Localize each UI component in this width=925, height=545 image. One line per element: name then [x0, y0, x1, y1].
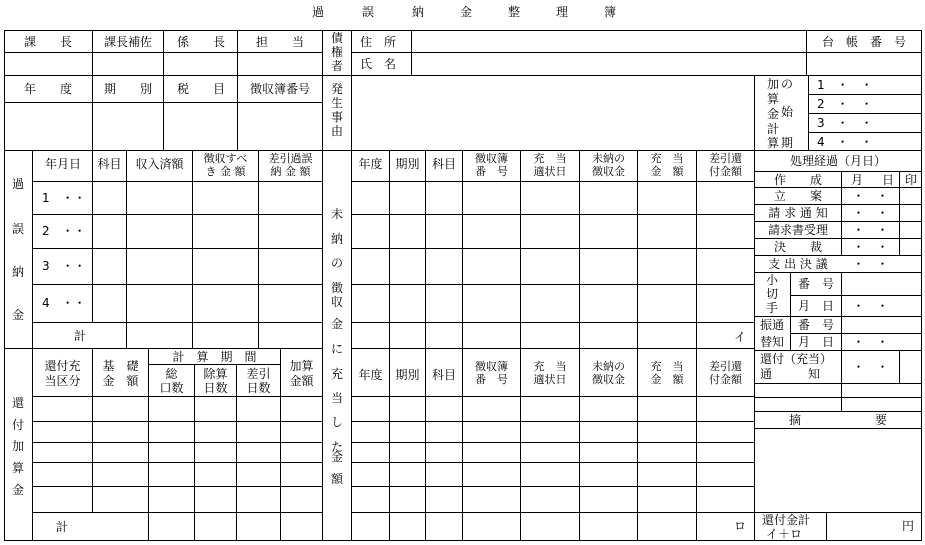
process-item-seikyusho-juri: 請求書受理	[767, 223, 828, 237]
mino-header-nendo: 年度	[358, 157, 383, 171]
mino2-header-ju-1: 充 当	[533, 360, 567, 373]
kago-row-4: 4 ・・	[42, 296, 86, 310]
kanpu-label-2: 付	[12, 418, 25, 432]
header-nendo: 年 度	[23, 82, 72, 96]
kanpu-tsuchi-dots: ・ ・	[852, 360, 889, 374]
title-char-5: 整	[508, 5, 521, 19]
grand-total-line-2: イ＋ロ	[766, 527, 803, 541]
kanpu-total: 計	[56, 520, 69, 534]
kogitte-label-3: 手	[766, 301, 779, 315]
kanpu-header-so-2: 口数	[159, 381, 184, 395]
mino2-header-mi-1: 未納の	[592, 360, 625, 373]
grand-total-line-1: 還付金計	[762, 513, 811, 527]
process-col-month: 月	[851, 173, 864, 187]
furikae-gappi: 月 日	[797, 335, 834, 349]
cause-label-2: 生	[331, 96, 344, 110]
mino2-header-kamoku: 科目	[431, 368, 456, 382]
kanpu-header-period: 計 算 期 間	[172, 350, 257, 364]
kago-label-1: 過	[12, 177, 25, 191]
process-item-seikyu-tsuchi: 請 求 通 知	[768, 206, 828, 220]
kasan-label-5: 算	[767, 136, 780, 150]
kago-header-sashihiki-2: 納 金 額	[270, 165, 311, 178]
mino-header-ja-2: 金 額	[650, 165, 684, 178]
header-zeimoku: 税 目	[176, 82, 225, 96]
kanpu-header-sa-2: 日数	[246, 381, 271, 395]
kanpu-label-5: 金	[12, 483, 25, 497]
label-address: 住 所	[360, 35, 397, 49]
kasan-date-3: 3 ・ ・	[817, 116, 873, 130]
kago-header-kamoku: 科目	[97, 157, 122, 171]
label-ledger-number: 台 帳 番 号	[821, 35, 906, 49]
mino-label-10: し	[331, 415, 344, 429]
mino2-header-bo-2: 番 号	[475, 373, 508, 386]
kanpu-header-jo-1: 除算	[203, 367, 228, 381]
mino2-header-bo-1: 徴収簿	[475, 360, 508, 373]
kogitte-label-2: 切	[766, 287, 779, 301]
furikae-dots: ・ ・	[852, 335, 889, 349]
process-item-kessai: 決 裁	[773, 240, 822, 254]
kago-row-1: 1 ・・	[42, 191, 86, 205]
mino2-header-ja-1: 充 当	[650, 360, 684, 373]
kanpu-header-ku-2: 当区分	[44, 374, 81, 388]
kago-header-choshu-2: き 金 額	[205, 165, 246, 178]
mino-label-8: 充	[331, 367, 344, 381]
creditor-label-3: 者	[331, 59, 344, 73]
creditor-label-1: 債	[331, 31, 344, 45]
kasan-label-4: 計	[767, 122, 780, 136]
kanpu-header-ki-2: 金 額	[102, 374, 139, 388]
kanpu-header-sa-1: 差引	[246, 367, 271, 381]
kago-label-2: 誤	[12, 222, 25, 236]
kanpu-tsuchi-a: 還付（充当）	[760, 352, 833, 366]
mino2-header-ju-2: 適状日	[533, 373, 567, 386]
mino-label-3: の	[331, 256, 344, 270]
kago-label-4: 金	[12, 308, 25, 322]
kanpu-header-so-1: 総	[165, 367, 178, 381]
process-dots-4: ・ ・	[852, 240, 889, 254]
kogitte-dots: ・ ・	[852, 299, 889, 313]
mark-ro: ロ	[734, 519, 747, 533]
kago-row-2: 2 ・・	[42, 224, 86, 238]
tekiyo-label: 摘	[789, 413, 802, 427]
mino-label-12: 金	[331, 450, 344, 464]
mino-header-ja-1: 充 当	[650, 152, 684, 165]
kago-total: 計	[74, 329, 87, 343]
header-kacho-hosa: 課長補佐	[103, 35, 152, 49]
process-dots-3: ・ ・	[852, 223, 889, 237]
process-col-work: 作 成	[773, 173, 822, 187]
mino-header-kamoku: 科目	[431, 157, 456, 171]
header-kacho: 課 長	[23, 35, 72, 49]
mino2-header-mi-2: 徴収金	[592, 373, 625, 386]
mino-header-kibetsu: 期別	[395, 157, 420, 171]
process-col-day: 日	[882, 173, 895, 187]
mino-header-sa-2: 付金額	[709, 165, 742, 178]
kanpu-tsuchi-b: 通 知	[760, 367, 821, 381]
kasan-label2-3: 期	[781, 136, 794, 150]
kanpu-header-ku-1: 還付充	[44, 359, 81, 373]
title-char-7: 簿	[604, 5, 617, 19]
kago-header-choshu-1: 徴収すべ	[203, 152, 248, 165]
kanpu-label-4: 算	[12, 461, 25, 475]
furikae-bango: 番 号	[797, 318, 834, 332]
mino2-header-ja-2: 金 額	[650, 373, 684, 386]
header-kakaricho: 係 長	[176, 35, 225, 49]
mino2-header-sa-2: 付金額	[709, 373, 742, 386]
process-item-ritsuan: 立 案	[773, 189, 822, 203]
title-char-3: 納	[412, 5, 425, 19]
kanpu-label-3: 加	[12, 439, 25, 453]
mino-header-bo-2: 番 号	[475, 165, 508, 178]
kanpu-header-ka-2: 金額	[289, 374, 314, 388]
process-dots-1: ・ ・	[852, 189, 889, 203]
kasan-label2-2: 始	[781, 105, 794, 119]
title-char-4: 金	[460, 5, 473, 19]
kasan-label-2: 算	[767, 92, 780, 106]
kogitte-label-1: 小	[766, 273, 779, 287]
mino2-header-kibetsu: 期別	[395, 368, 420, 382]
mino-label-5: 収	[331, 295, 344, 309]
cause-label-3: 事	[331, 110, 344, 124]
kasan-date-4: 4 ・ ・	[817, 135, 873, 149]
cause-label-4: 由	[331, 124, 344, 138]
kago-row-3: 3 ・・	[42, 259, 86, 273]
kago-label-3: 納	[12, 265, 25, 279]
kasan-label-1: 加	[767, 77, 780, 91]
process-col-seal: 印	[905, 173, 918, 187]
process-title: 処理経過（月日）	[789, 154, 886, 168]
title-char-2: 誤	[362, 5, 375, 19]
mino-label-11: た	[331, 440, 344, 454]
kago-header-shunyu: 収入済額	[135, 157, 184, 171]
creditor-label-2: 権	[331, 45, 344, 59]
label-name: 氏 名	[360, 57, 397, 71]
kasan-label2-1: の	[781, 77, 794, 91]
kanpu-label-1: 還	[12, 396, 25, 410]
process-item-shishutsu-ketsugi: 支 出 決 議	[768, 257, 828, 271]
title-char-1: 過	[312, 5, 325, 19]
header-choshubo-bango: 徴収簿番号	[249, 82, 310, 96]
kogitte-gappi: 月 日	[797, 299, 834, 313]
mino-header-mi-1: 未納の	[592, 152, 625, 165]
header-tanto: 担 当	[255, 35, 304, 49]
process-dots-2: ・ ・	[852, 206, 889, 220]
kanpu-header-jo-2: 日数	[203, 381, 228, 395]
mino-label-1: 未	[331, 207, 344, 221]
mino-header-ju-2: 適状日	[533, 165, 567, 178]
mino-label-2: 納	[331, 232, 344, 246]
header-kibetsu: 期 別	[103, 82, 152, 96]
process-dots-5: ・ ・	[852, 257, 889, 271]
mino-label-7: に	[331, 342, 344, 356]
grand-total-yen: 円	[902, 519, 915, 533]
kanpu-header-ka-1: 加算	[289, 359, 314, 373]
kasan-date-2: 2 ・ ・	[817, 97, 873, 111]
kogitte-bango: 番 号	[797, 277, 834, 291]
mino-label-9: 当	[331, 391, 344, 405]
kasan-label-3: 金	[767, 107, 780, 121]
mino-label-4: 徴	[331, 281, 344, 295]
title-char-6: 理	[556, 5, 569, 19]
tekiyo-label-yo: 要	[875, 413, 888, 427]
kasan-date-1: 1 ・ ・	[817, 78, 873, 92]
kanpu-header-ki-1: 基 礎	[102, 359, 139, 373]
mino-label-6: 金	[331, 317, 344, 331]
mino-header-sa-1: 差引還	[709, 152, 742, 165]
kago-header-date: 年月日	[44, 157, 81, 171]
mino-label-13: 額	[331, 472, 344, 486]
mark-i: イ	[734, 330, 747, 344]
mino-header-bo-1: 徴収簿	[475, 152, 508, 165]
kago-header-sashihiki-1: 差引過誤	[268, 152, 313, 165]
mino2-header-sa-1: 差引還	[709, 360, 742, 373]
furikae-label-b: 替知	[760, 335, 785, 349]
mino-header-ju-1: 充 当	[533, 152, 567, 165]
mino-header-mi-2: 徴収金	[592, 165, 625, 178]
cause-label-1: 発	[331, 82, 344, 96]
mino2-header-nendo: 年度	[358, 368, 383, 382]
furikae-label-a: 振通	[760, 318, 785, 332]
